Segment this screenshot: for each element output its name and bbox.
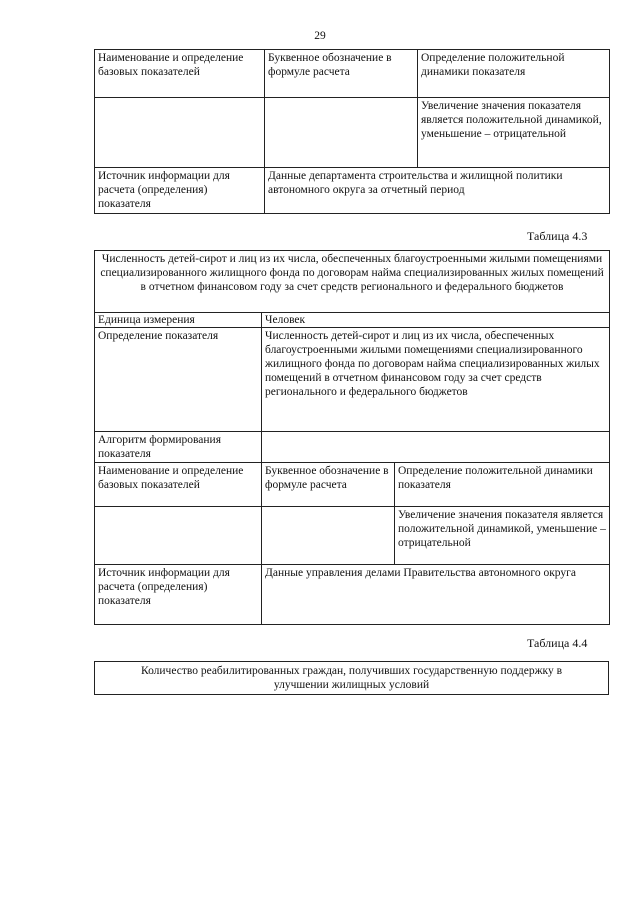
base-indicators-header: Наименование и определение базовых показателей: [95, 463, 262, 507]
unit-label: Единица измерения: [95, 313, 262, 328]
empty-cell: [95, 507, 262, 565]
table-row: [95, 507, 610, 565]
table-4-3: [94, 250, 610, 625]
table-row: [95, 251, 610, 313]
source-label: Источник информации для расчета (определения) показателя: [95, 565, 262, 625]
definition-value: Численность детей-сирот и лиц из их числа, обеспеченных благоустроенными жилыми помещениями специализированного жилищного фонда по договорам найма специализированных жилых помещений в отчетном финансовом году за счет средств регионального и федерального бюджетов: [262, 328, 610, 432]
algorithm-label: Алгоритм формирования показателя: [95, 432, 262, 463]
empty-cell: [95, 98, 265, 168]
letter-designation-header: Буквенное обозначение в формуле расчета: [265, 50, 418, 98]
table-4-4-title: Количество реабилитированных граждан, получивших государственную поддержку в улучшении жилищных условий: [95, 662, 609, 695]
table-row: [95, 662, 609, 695]
table-row: [95, 463, 610, 507]
algorithm-value: [262, 432, 610, 463]
source-value: Данные управления делами Правительства автономного округа: [262, 565, 610, 625]
table-row: [95, 432, 610, 463]
table-4-3-title: Численность детей-сирот и лиц из их числа, обеспеченных благоустроенными жилыми помещениями специализированного жилищного фонда по договорам найма специализированных жилых помещений в отчетном финансовом году за счет средств регионального и федерального бюджетов: [95, 251, 610, 313]
empty-cell: [265, 98, 418, 168]
table-4-4: [94, 661, 609, 695]
source-value: Данные департамента строительства и жилищной политики автономного округа за отчетный период: [265, 168, 610, 214]
dynamics-header: Определение положительной динамики показателя: [395, 463, 610, 507]
table-row: [95, 50, 610, 98]
unit-value: Человек: [262, 313, 610, 328]
page-number: 29: [314, 30, 326, 42]
table-top: [94, 49, 610, 214]
letter-designation-header: Буквенное обозначение в формуле расчета: [262, 463, 395, 507]
table-row: [95, 313, 610, 328]
table-row: [95, 168, 610, 214]
source-label: Источник информации для расчета (определения) показателя: [95, 168, 265, 214]
base-indicators-header: Наименование и определение базовых показателей: [95, 50, 265, 98]
table-row: [95, 565, 610, 625]
table-4-3-caption: Таблица 4.3: [527, 229, 588, 243]
table-4-4-caption: Таблица 4.4: [527, 636, 588, 650]
dynamics-value: Увеличение значения показателя является положительной динамикой, уменьшение – отрицательной: [395, 507, 610, 565]
dynamics-value: Увеличение значения показателя является положительной динамикой, уменьшение – отрицательной: [418, 98, 610, 168]
empty-cell: [262, 507, 395, 565]
table-row: [95, 98, 610, 168]
definition-label: Определение показателя: [95, 328, 262, 432]
table-row: [95, 328, 610, 432]
dynamics-header: Определение положительной динамики показателя: [418, 50, 610, 98]
